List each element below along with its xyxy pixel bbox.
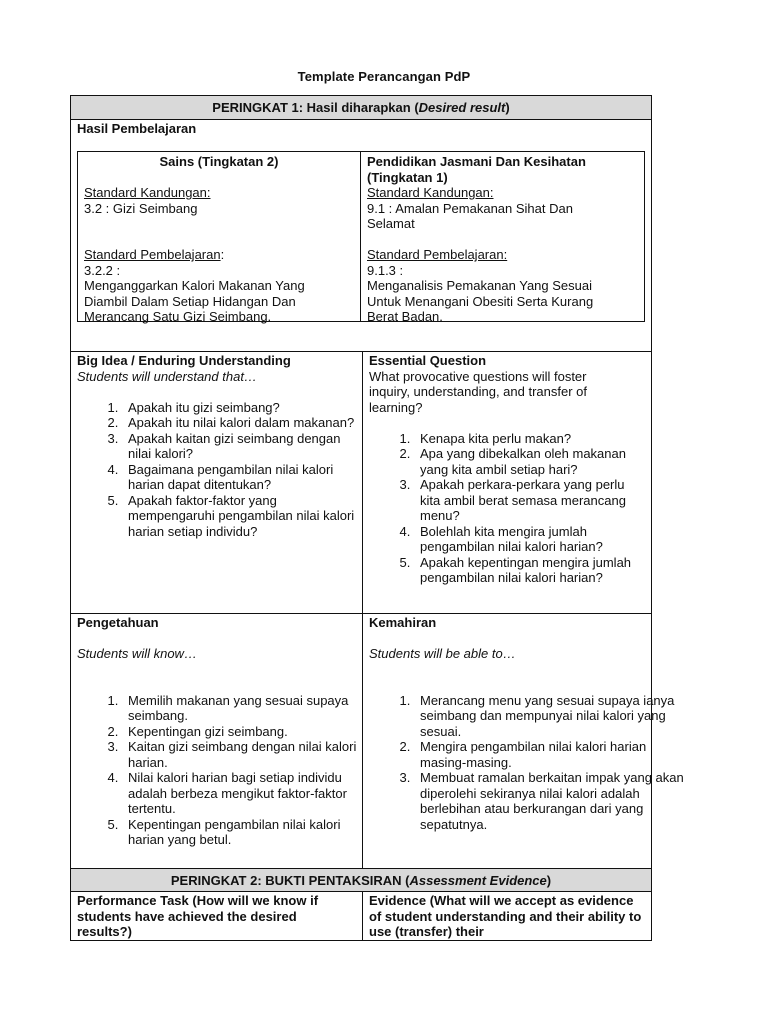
list-item: 4. Bagaimana pengambilan nilai kalori harian dapat ditentukan? — [122, 462, 356, 493]
big-idea-cell — [71, 352, 362, 540]
kemahiran-title: Kemahiran — [369, 615, 437, 630]
essential-question-cell — [363, 352, 651, 587]
list-item: 5. Apakah kepentingan mengira jumlah pengambilan nilai kalori harian? — [414, 555, 645, 586]
list-item: 5. Apakah faktor-faktor yang mempengaruhi pengambilan nilai kalori harian setiap individu? — [122, 493, 356, 540]
lesson-plan-table — [70, 95, 684, 941]
list-item: 1. Merancang menu yang sesuai supaya ianya seimbang dan mempunyai nilai kalori yang sesuai. — [414, 693, 696, 740]
kemahiran-cell — [363, 614, 684, 833]
pjk-column — [361, 152, 644, 324]
sains-sk-label: Standard Kandungan: — [84, 185, 211, 200]
essential-question-title: Essential Question — [369, 353, 487, 368]
big-idea-list — [77, 400, 356, 540]
sains-sk-value: 3.2 : Gizi Seimbang — [84, 200, 198, 216]
sains-title: Sains (Tingkatan 2) — [159, 154, 279, 169]
performance-task-text: Performance Task (How will we know if students have achieved the desired results?) — [77, 893, 319, 939]
kemahiran-list — [369, 693, 696, 833]
sains-sp-label-line — [84, 247, 354, 263]
peringkat-2-heading — [71, 868, 651, 892]
list-item: 3. Apakah kaitan gizi seimbang dengan nilai kalori? — [122, 431, 356, 462]
sains-sp-code: 3.2.2 : — [84, 262, 121, 278]
pengetahuan-list — [77, 693, 357, 848]
peringkat-2-heading-italic: Assessment Evidence — [409, 873, 547, 888]
list-item: 1. Memilih makanan yang sesuai supaya seimbang. — [122, 693, 357, 724]
sains-column — [78, 152, 361, 324]
list-item: 1. Apakah itu gizi seimbang? — [122, 400, 356, 416]
list-item: 2. Mengira pengambilan nilai kalori harian masing-masing. — [414, 739, 696, 770]
pengetahuan-cell — [71, 614, 362, 849]
essential-question-subtitle: What provocative questions will foster inquiry, understanding, and transfer of learning? — [369, 368, 588, 415]
sains-sp-label: Standard Pembelajaran — [84, 247, 221, 262]
peringkat-1-heading-suffix: ) — [505, 100, 510, 115]
evidence-text: Evidence (What will we accept as evidence of student understanding and their ability to use (transfer) their — [369, 893, 642, 939]
peringkat-1-heading — [71, 96, 651, 120]
sains-sp-colon: : — [220, 247, 225, 262]
pjk-sp-label: Standard Pembelajaran: — [367, 247, 508, 262]
pjk-sk-value: 9.1 : Amalan Pemakanan Sihat Dan Selamat — [367, 200, 573, 231]
list-item: 3. Kaitan gizi seimbang dengan nilai kalori harian. — [122, 739, 357, 770]
peringkat-1-heading-italic: Desired result — [418, 100, 506, 115]
performance-task-cell — [71, 892, 362, 941]
pjk-sp-text: Menganalisis Pemakanan Yang Sesuai Untuk Menangani Obesiti Serta Kurang Berat Badan. — [367, 278, 594, 324]
big-idea-subtitle: Students will understand that… — [77, 368, 257, 384]
list-item: 3. Apakah perkara-perkara yang perlu kita ambil berat semasa merancang menu? — [414, 477, 645, 524]
kemahiran-subtitle: Students will be able to… — [369, 646, 516, 661]
essential-question-list — [369, 431, 645, 586]
peringkat-2-heading-prefix: PERINGKAT 2: BUKTI PENTAKSIRAN ( — [170, 873, 410, 888]
sains-sp-text: Menganggarkan Kalori Makanan Yang Diambil Dalam Setiap Hidangan Dan Merancang Satu Gizi Seimbang. — [84, 278, 305, 324]
pjk-sk-label: Standard Kandungan: — [367, 185, 494, 200]
list-item: 4. Bolehlah kita mengira jumlah pengambilan nilai kalori harian? — [414, 524, 645, 555]
list-item: 2. Apakah itu nilai kalori dalam makanan? — [122, 415, 356, 431]
evidence-cell — [363, 892, 651, 941]
document-title: Template Perancangan PdP — [297, 69, 471, 84]
big-idea-title: Big Idea / Enduring Understanding — [77, 353, 291, 368]
list-item: 3. Membuat ramalan berkaitan impak yang akan diperolehi sekiranya nilai kalori adalah berlebihan atau berkurangan dari yang sepatutnya. — [414, 770, 696, 832]
list-item: 1. Kenapa kita perlu makan? — [414, 431, 645, 447]
hasil-pembelajaran-label: Hasil Pembelajaran — [77, 121, 197, 136]
pengetahuan-title: Pengetahuan — [77, 615, 159, 630]
peringkat-1-heading-prefix: PERINGKAT 1: Hasil diharapkan ( — [212, 100, 419, 115]
learning-standards-table — [77, 151, 645, 322]
list-item: 2. Kepentingan gizi seimbang. — [122, 724, 357, 740]
peringkat-2-heading-suffix: ) — [546, 873, 552, 888]
list-item: 5. Kepentingan pengambilan nilai kalori harian yang betul. — [122, 817, 357, 848]
list-item: 2. Apa yang dibekalkan oleh makanan yang kita ambil setiap hari? — [414, 446, 645, 477]
pjk-title: Pendidikan Jasmani Dan Kesihatan (Tingkatan 1) — [367, 154, 586, 185]
pjk-sp-code: 9.1.3 : — [367, 262, 404, 278]
pengetahuan-subtitle: Students will know… — [77, 646, 197, 661]
list-item: 4. Nilai kalori harian bagi setiap individu adalah berbeza mengikut faktor-faktor tertentu. — [122, 770, 357, 817]
